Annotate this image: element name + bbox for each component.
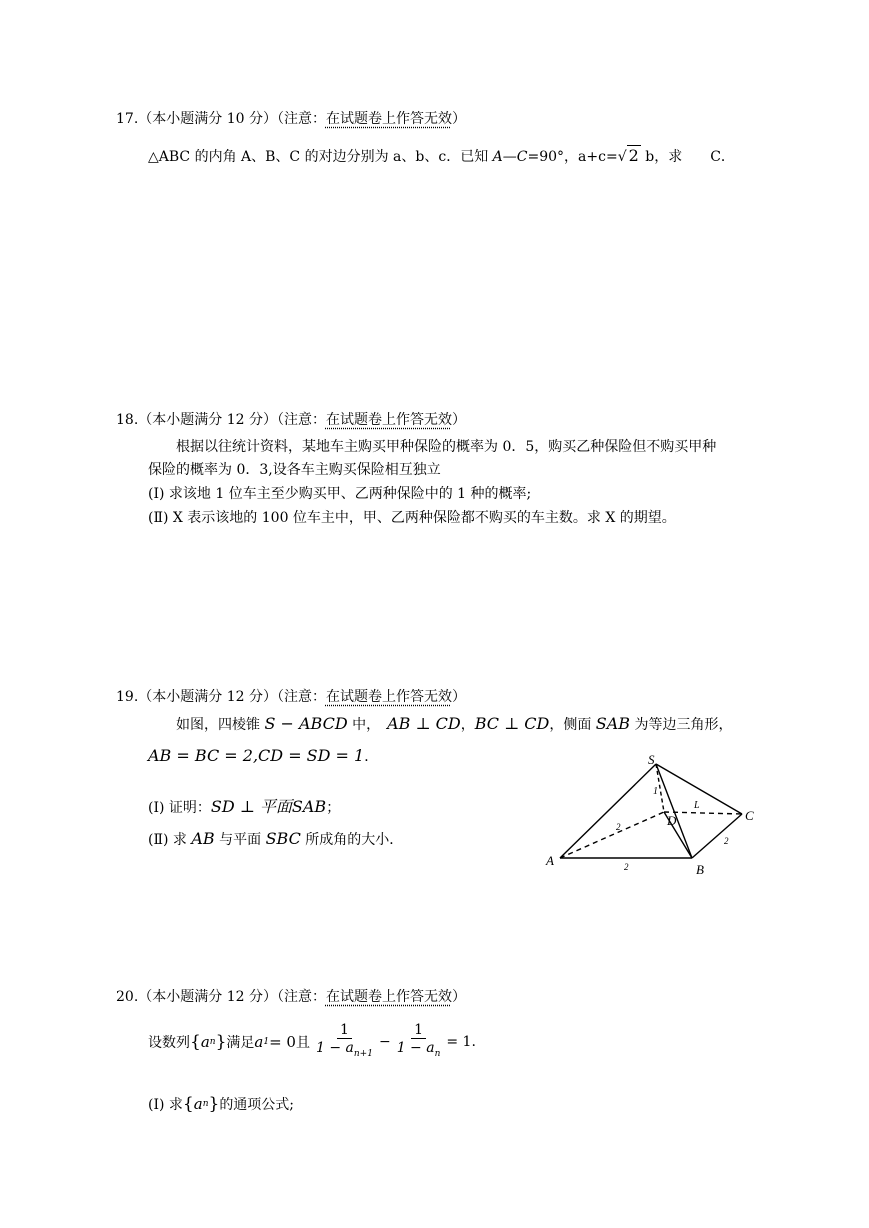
q20-part1 [148, 1094, 294, 1114]
q17-sqrt: √ 2 [617, 146, 639, 165]
q20-text-a: 设数列 [148, 1035, 190, 1052]
q20-frac1-num: 1 [337, 1022, 352, 1039]
q20-frac2-den: 1 − a [396, 1040, 435, 1056]
q19-part1-math: SD ⊥ 平面SAB [210, 797, 327, 816]
q19-part2-sbc: SBC [265, 829, 301, 848]
q20-fraction-2 [394, 1022, 444, 1063]
q20-heading-suffix: ） [451, 989, 466, 1005]
q18-line1: 根据以往统计资料，某地车主购买甲种保险的概率为 0．5，购买乙种保险但不购买甲种 [176, 439, 717, 455]
q20-part1-brace-close: } [208, 1094, 220, 1114]
q20-fraction-1 [313, 1022, 376, 1063]
q17-sqrt-value: 2 [628, 146, 639, 165]
q19-part2-ab: AB [191, 829, 215, 848]
q19-text-a: 如图，四棱锥 [176, 717, 265, 733]
q19-line1 [176, 714, 733, 734]
q20-brace-open: { [190, 1032, 201, 1053]
q17-angle-condition: A—C [492, 149, 528, 165]
q19-part1 [148, 794, 340, 817]
edge-sb [656, 764, 692, 858]
q17-body-text3: b，求 C． [640, 149, 735, 165]
mark-2b: 2 [624, 862, 629, 872]
q19-part1-end: ； [326, 800, 341, 816]
label-b: B [696, 862, 704, 877]
q19-pyramid: S − ABCD [264, 714, 348, 733]
label-a: A [546, 853, 554, 868]
q17-body-text: △ABC 的内角 A、B、C 的对边分别为 a、b、c．已知 [148, 149, 493, 165]
q17-heading-suffix: ） [451, 111, 466, 127]
q19-text-c: ， [460, 717, 475, 733]
q20-heading-note: 在试题卷上作答无效 [325, 989, 452, 1005]
q19-part2-text: 与平面 [214, 832, 266, 848]
q20-frac2-sub: n [434, 1048, 441, 1059]
q20-heading-prefix: 20.（本小题满分 12 分）（注意： [116, 989, 326, 1005]
q20-minus: − [378, 1034, 391, 1051]
q19-line2 [148, 746, 378, 766]
q19-part2 [148, 829, 403, 849]
q18-heading-suffix: ） [451, 412, 466, 428]
edge-sa [560, 764, 656, 858]
q20-text-b: 满足 [226, 1035, 255, 1052]
q20-eq-one: = 1. [446, 1034, 476, 1051]
q20-seq: a [200, 1033, 210, 1052]
mark-2c: 2 [724, 836, 729, 846]
q20-part1-seq: a [193, 1095, 203, 1113]
q18-part2: (Ⅱ) X 表示该地的 100 位车主中，甲、乙两种保险都不购买的车主数。求 X 的期望。 [148, 510, 676, 526]
q17-body [148, 146, 735, 166]
edge-ad [560, 812, 664, 858]
q20-part1-sub: n [202, 1099, 209, 1109]
q19-lengths: AB = BC = 2,CD = SD = 1 [148, 746, 365, 765]
label-c: C [745, 808, 754, 823]
q17-body-text2: =90°，a+c= [527, 149, 618, 165]
q19-text-e: 为等边三角形， [630, 717, 733, 733]
q19-part2-end: 所成角的大小． [300, 832, 404, 848]
q20-text-c: 且 [295, 1035, 310, 1052]
q19-perp1: AB ⊥ CD [387, 714, 461, 733]
q18-heading-note: 在试题卷上作答无效 [325, 412, 452, 428]
q20-a1-sub: 1 [263, 1037, 270, 1048]
q19-heading-suffix: ） [451, 689, 466, 705]
q19-part2-label: (Ⅱ) 求 [148, 832, 192, 848]
q18-heading [116, 409, 466, 429]
q19-face: SAB [595, 714, 631, 733]
pyramid-figure [540, 752, 770, 882]
q20-seq-sub: n [209, 1037, 216, 1048]
q18-line2: 保险的概率为 0．3,设各车主购买保险相互独立 [148, 462, 441, 478]
q19-perp2: BC ⊥ CD [474, 714, 550, 733]
label-s: S [648, 752, 655, 767]
q20-line1 [148, 1022, 476, 1063]
q17-heading-note: 在试题卷上作答无效 [325, 111, 452, 127]
q17-heading [116, 108, 466, 128]
edge-bc [692, 814, 742, 858]
q18-heading-prefix: 18.（本小题满分 12 分）（注意： [116, 412, 326, 428]
q20-frac2-num: 1 [411, 1022, 426, 1039]
q18-part1: (Ⅰ) 求该地 1 位车主至少购买甲、乙两种保险中的 1 种的概率; [148, 486, 532, 502]
q19-text-b: 中， [347, 717, 388, 733]
q20-part1-brace-open: { [182, 1094, 194, 1114]
q20-a1-eq: = 0 [269, 1033, 296, 1052]
q19-heading-note: 在试题卷上作答无效 [325, 689, 452, 705]
q20-heading [116, 986, 466, 1006]
q19-heading [116, 686, 466, 706]
q20-brace-close: } [215, 1032, 227, 1053]
q17-heading-prefix: 17.（本小题满分 10 分）（注意： [116, 111, 326, 127]
q20-frac1-sub: n+1 [353, 1048, 373, 1059]
mark-l: L [694, 800, 700, 811]
q19-part1-label: (Ⅰ) 证明： [148, 800, 211, 816]
q19-line2-end: ． [364, 749, 379, 765]
mark-1: 1 [653, 786, 658, 797]
q20-part1-label: (Ⅰ) 求 [148, 1097, 183, 1113]
q20-a1: a [254, 1033, 264, 1052]
q19-text-d: ，侧面 [549, 717, 596, 733]
q20-part1-text: 的通项公式; [219, 1097, 295, 1113]
label-d: D [667, 813, 677, 828]
mark-2a: 2 [616, 822, 621, 832]
q19-heading-prefix: 19.（本小题满分 12 分）（注意： [116, 689, 326, 705]
q20-frac1-den: 1 − a [315, 1040, 354, 1056]
